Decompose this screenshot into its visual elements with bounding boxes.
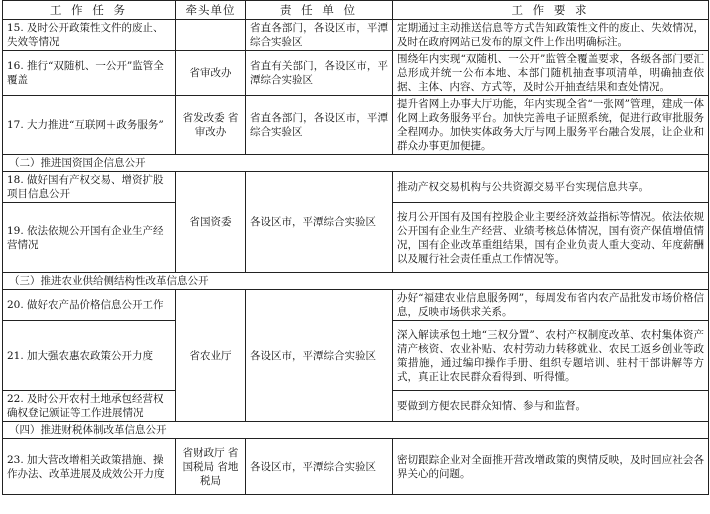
requirement-cell: 密切跟踪企业对全面推开营改增政策的舆情反映，及时回应社会各界关心的问题。 <box>393 439 709 495</box>
header-task: 工 作 任 务 <box>3 1 176 20</box>
table-row-20 <box>3 290 709 321</box>
task-cell: 20. 做好农产品价格信息公开工作 <box>3 290 176 321</box>
task-cell: 17. 大力推进“互联网＋政务服务” <box>3 96 176 155</box>
table-row-15 <box>3 20 709 51</box>
lead-cell: 省审改办 <box>176 51 246 96</box>
requirement-cell: 要做到方便农民群众知情、参与和监督。 <box>393 391 709 422</box>
section-header-row <box>3 422 709 439</box>
policy-task-table <box>2 0 709 495</box>
requirement-cell: 办好“福建农业信息服务网”，每周发布省内农产品批发市场价格信息，反映市场供求关系。 <box>393 290 709 321</box>
lead-cell-empty <box>176 20 246 51</box>
responsible-cell: 省直各部门，各设区市，平潭综合实验区 <box>246 96 393 155</box>
responsible-cell: 省直各部门，各设区市，平潭综合实验区 <box>246 20 393 51</box>
requirement-cell: 深入解读承包土地“三权分置”、农村产权制度改革、农村集体资产清产核资、农业补贴、农村劳动力转移就业、农民工返乡创业等政策措施，通过编印操作手册、组织专题培训、驻村干部讲解等方式，真正让农民群众看得到、听得懂。 <box>393 321 709 391</box>
responsible-cell: 各设区市，平潭综合实验区 <box>246 290 393 422</box>
table-row-18 <box>3 172 709 203</box>
task-cell: 23. 加大营改增相关政策措施、操作办法、改革进展及成效公开力度 <box>3 439 176 495</box>
section-header-row <box>3 155 709 172</box>
task-cell: 21. 加大强农惠农政策公开力度 <box>3 321 176 391</box>
section-title: （三）推进农业供给侧结构性改革信息公开 <box>3 273 709 290</box>
requirement-cell: 按月公开国有及国有控股企业主要经济效益指标等情况。依法依规公开国有企业生产经营、业绩考核总体情况，国有资产保值增值情况，国有企业改革重组结果，国有企业负责人重大变动、年度薪酬以及履行社会责任重点工作情况等。 <box>393 203 709 273</box>
lead-cell: 省财政厅 省国税局 省地税局 <box>176 439 246 495</box>
task-cell: 16. 推行“双随机、一公开”监管全覆盖 <box>3 51 176 96</box>
lead-cell: 省农业厅 <box>176 290 246 422</box>
responsible-cell: 各设区市，平潭综合实验区 <box>246 172 393 273</box>
requirement-cell: 定期通过主动推送信息等方式告知政策性文件的废止、失效情况，及时在政府网站已发布的原文件上作出明确标注。 <box>393 20 709 51</box>
section-title: （二）推进国资国企信息公开 <box>3 155 709 172</box>
header-lead-unit: 牵头单位 <box>176 1 246 20</box>
task-cell: 22. 及时公开农村土地承包经营权确权登记颁证等工作进展情况 <box>3 391 176 422</box>
task-cell: 15. 及时公开政策性文件的废止、失效等情况 <box>3 20 176 51</box>
responsible-cell: 各设区市，平潭综合实验区 <box>246 439 393 495</box>
table-row-23 <box>3 439 709 495</box>
lead-cell: 省国资委 <box>176 172 246 273</box>
requirement-cell: 推动产权交易机构与公共资源交易平台实现信息共享。 <box>393 172 709 203</box>
table-header-row <box>3 1 709 20</box>
table-row-17 <box>3 96 709 155</box>
requirement-cell: 提升省网上办事大厅功能，年内实现全省“一张网”管理，建成一体化网上政务服务平台。加快完善电子证照系统，促进行政审批服务全程网办。加快实体政务大厅与网上服务平台融合发展，让企业和群众办事更加便捷。 <box>393 96 709 155</box>
section-title: （四）推进财税体制改革信息公开 <box>3 422 709 439</box>
header-responsible-unit: 责 任 单 位 <box>246 1 393 20</box>
header-requirement: 工 作 要 求 <box>393 1 709 20</box>
lead-cell: 省发改委 省审改办 <box>176 96 246 155</box>
section-header-row <box>3 273 709 290</box>
requirement-cell: 围绕年内实现“双随机、一公开”监管全覆盖要求，各级各部门要汇总形成并统一公布本地、本部门随机抽查事项清单，明确抽查依据、主体、内容、方式等，及时公开抽查结果和查处情况。 <box>393 51 709 96</box>
table-row-16 <box>3 51 709 96</box>
responsible-cell: 省直有关部门，各设区市，平潭综合实验区 <box>246 51 393 96</box>
task-cell: 18. 做好国有产权交易、增资扩股项目信息公开 <box>3 172 176 203</box>
task-cell: 19. 依法依规公开国有企业生产经营情况 <box>3 203 176 273</box>
